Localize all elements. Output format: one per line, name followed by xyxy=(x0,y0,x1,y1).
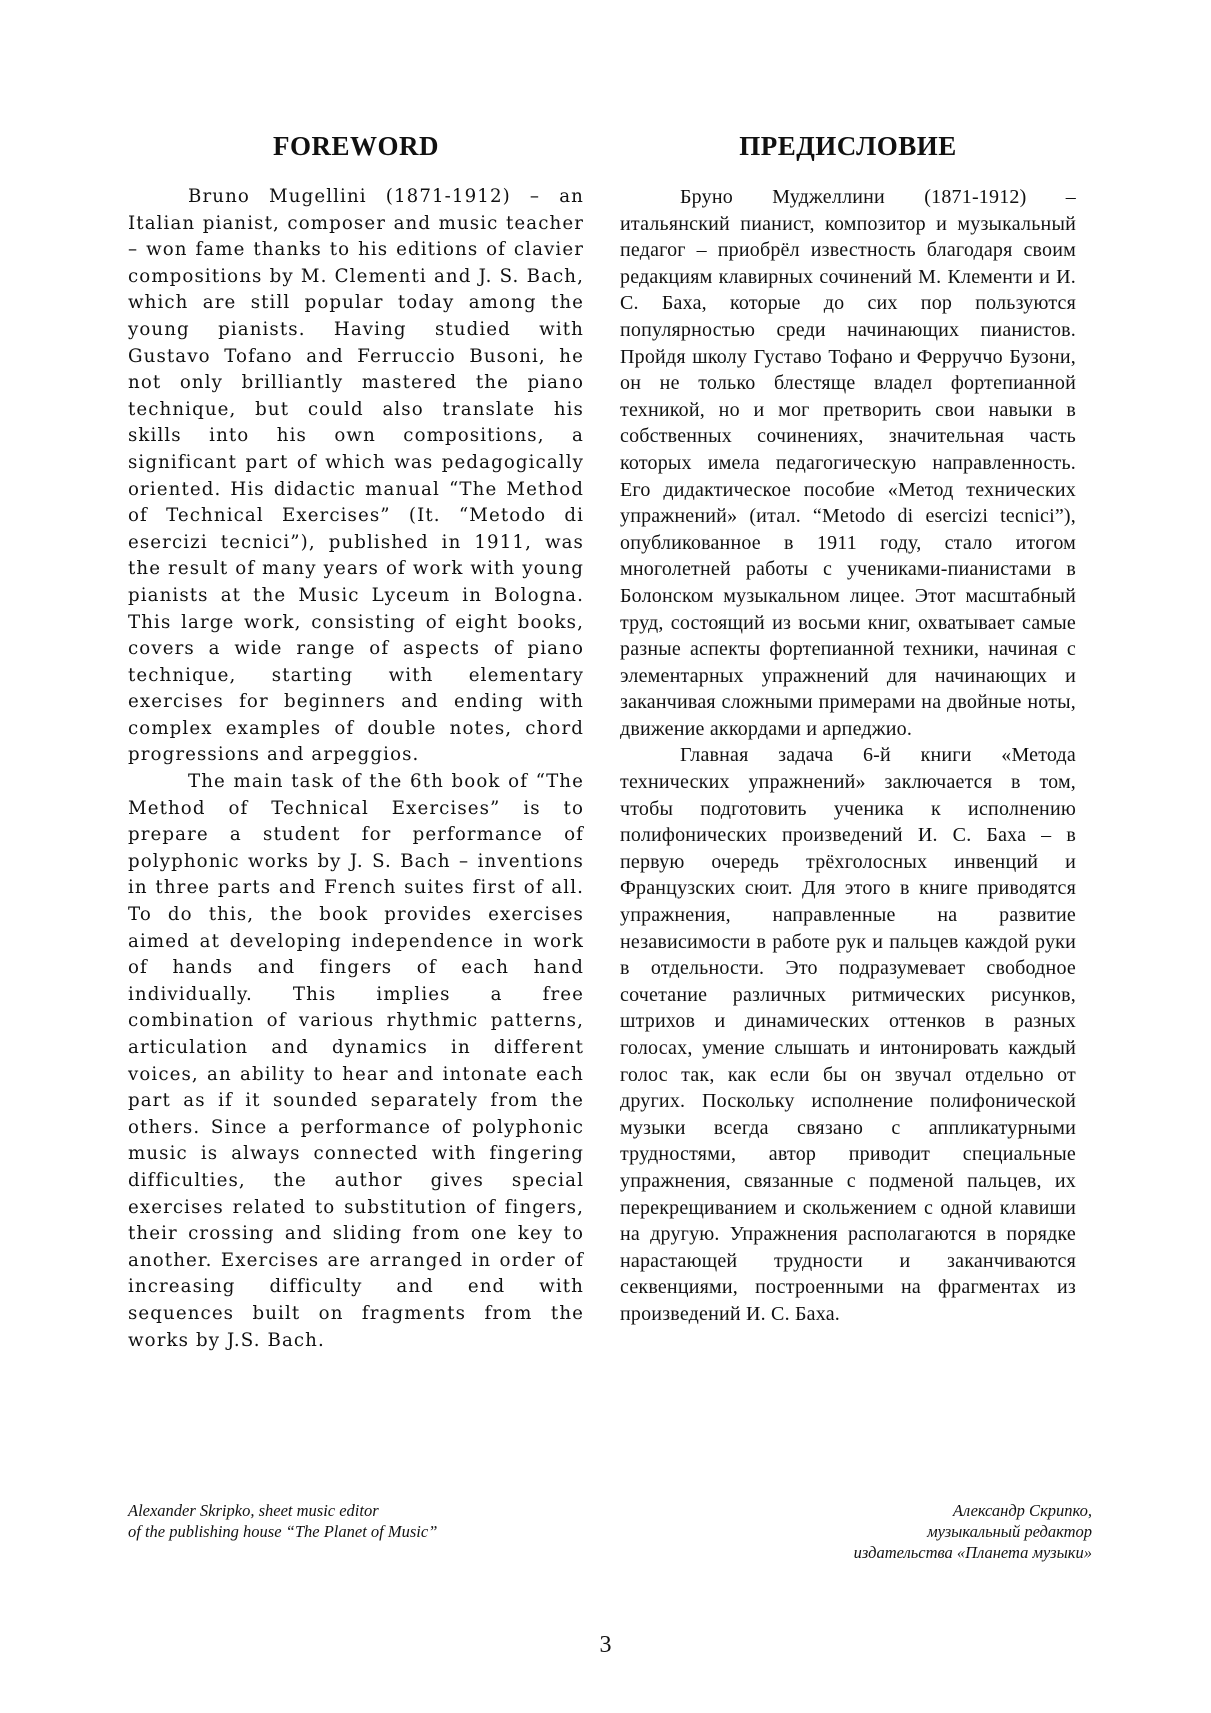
russian-signature xyxy=(720,1500,1092,1563)
english-title: FOREWORD xyxy=(273,131,439,161)
page-number: 3 xyxy=(599,1632,612,1658)
russian-column xyxy=(620,128,1076,1328)
english-signature-line-2: of the publishing house “The Planet of Music” xyxy=(128,1522,438,1541)
english-signature-line-1: Alexander Skripko, sheet music editor xyxy=(128,1501,379,1520)
english-paragraph-1: Bruno Mugellini (1871-1912) – an Italian pianist, composer and music teacher – won fame thanks to his editions of clavier compositions by M. Clementi and J. S. Bach, which are still popular today among the young pianists. Having studied with Gustavo Tofano and Ferruccio Busoni, he not only brilliantly mastered the piano technique, but could also translate his skills into his own compositions, a significant part of which was pedagogically oriented. His didactic manual “The Method of Technical Exercises” (It. “Metodo di esercizi tecnici”), published in 1911, was the result of many years of work with young pianists at the Music Lyceum in Bologna. This large work, consisting of eight books, covers a wide range of aspects of piano technique, starting with elementary exercises for beginners and ending with complex examples of double notes, chord progressions and arpeggios. xyxy=(128,186,584,766)
english-paragraph-2: The main task of the 6th book of “The Method of Technical Exercises” is to prepare a student for performance of polyphonic works by J. S. Bach – inventions in three parts and French suites first of all. To do this, the book provides exercises aimed at developing independence in work of hands and fingers of each hand individually. This implies a free combination of various rhythmic patterns, articulation and dynamics in different voices, an ability to hear and intonate each part as if it sounded separately from the others. Since a performance of polyphonic music is always connected with fingering difficulties, the author gives special exercises related to substitution of fingers, their crossing and sliding from one key to another. Exercises are arranged in order of increasing difficulty and end with sequences built on fragments from the works by J.S. Bach. xyxy=(128,771,584,1351)
russian-title: ПРЕДИСЛОВИЕ xyxy=(739,131,957,161)
english-column xyxy=(128,128,584,1354)
russian-signature-line-2: музыкальный редактор xyxy=(927,1522,1092,1541)
english-signature xyxy=(128,1500,437,1542)
russian-signature-line-1: Александр Скрипко, xyxy=(952,1501,1092,1520)
russian-signature-line-3: издательства «Планета музыки» xyxy=(853,1543,1092,1562)
russian-paragraph-1: Бруно Муджеллини (1871-1912) – итальянский пианист, композитор и музыкальный педагог – приобрёл известность благодаря своим редакциям клавирных сочинений М. Клементи и И. С. Баха, которые до сих пор пользуются популярностью среди начинающих пианистов. Пройдя школу Густаво Тофано и Ферруччо Бузони, он не только блестяще владел фортепианной техникой, но и мог претворить свои навыки в собственных сочинениях, значительная часть которых имела педагогическую направленность. Его дидактическое пособие «Метод технических упражнений» (итал. “Metodo di esercizi tecnici”), опубликованное в 1911 году, стало итогом многолетней работы с учениками-пианистами в Болонском музыкальном лицее. Этот масштабный труд, состоящий из восьми книг, охватывает самые разные аспекты фортепианной техники, начиная с элементарных упражнений для начинающих и заканчивая сложными примерами на двойные ноты, движение аккордами и арпеджио. xyxy=(620,186,1076,740)
russian-paragraph-2: Главная задача 6-й книги «Метода технических упражнений» заключается в том, чтобы подготовить ученика к исполнению полифонических произведений И. С. Баха – в первую очередь трёхголосных инвенций и Французских сюит. Для этого в книге приводятся упражнения, направленные на развитие независимости в работе рук и пальцев каждой руки в отдельности. Это подразумевает свободное сочетание различных ритмических рисунков, штрихов и динамических оттенков в разных голосах, умение слышать и интонировать каждый голос так, как если бы он звучал отдельно от других. Поскольку исполнение полифонической музыки всегда связано с аппликатурными трудностями, автор приводит специальные упражнения, связанные с подменой пальцев, их перекрещиванием и скольжением с одной клавиши на другую. Упражнения располагаются в порядке нарастающей трудности и заканчиваются секвенциями, построенными на фрагментах из произведений И. С. Баха. xyxy=(620,744,1076,1325)
